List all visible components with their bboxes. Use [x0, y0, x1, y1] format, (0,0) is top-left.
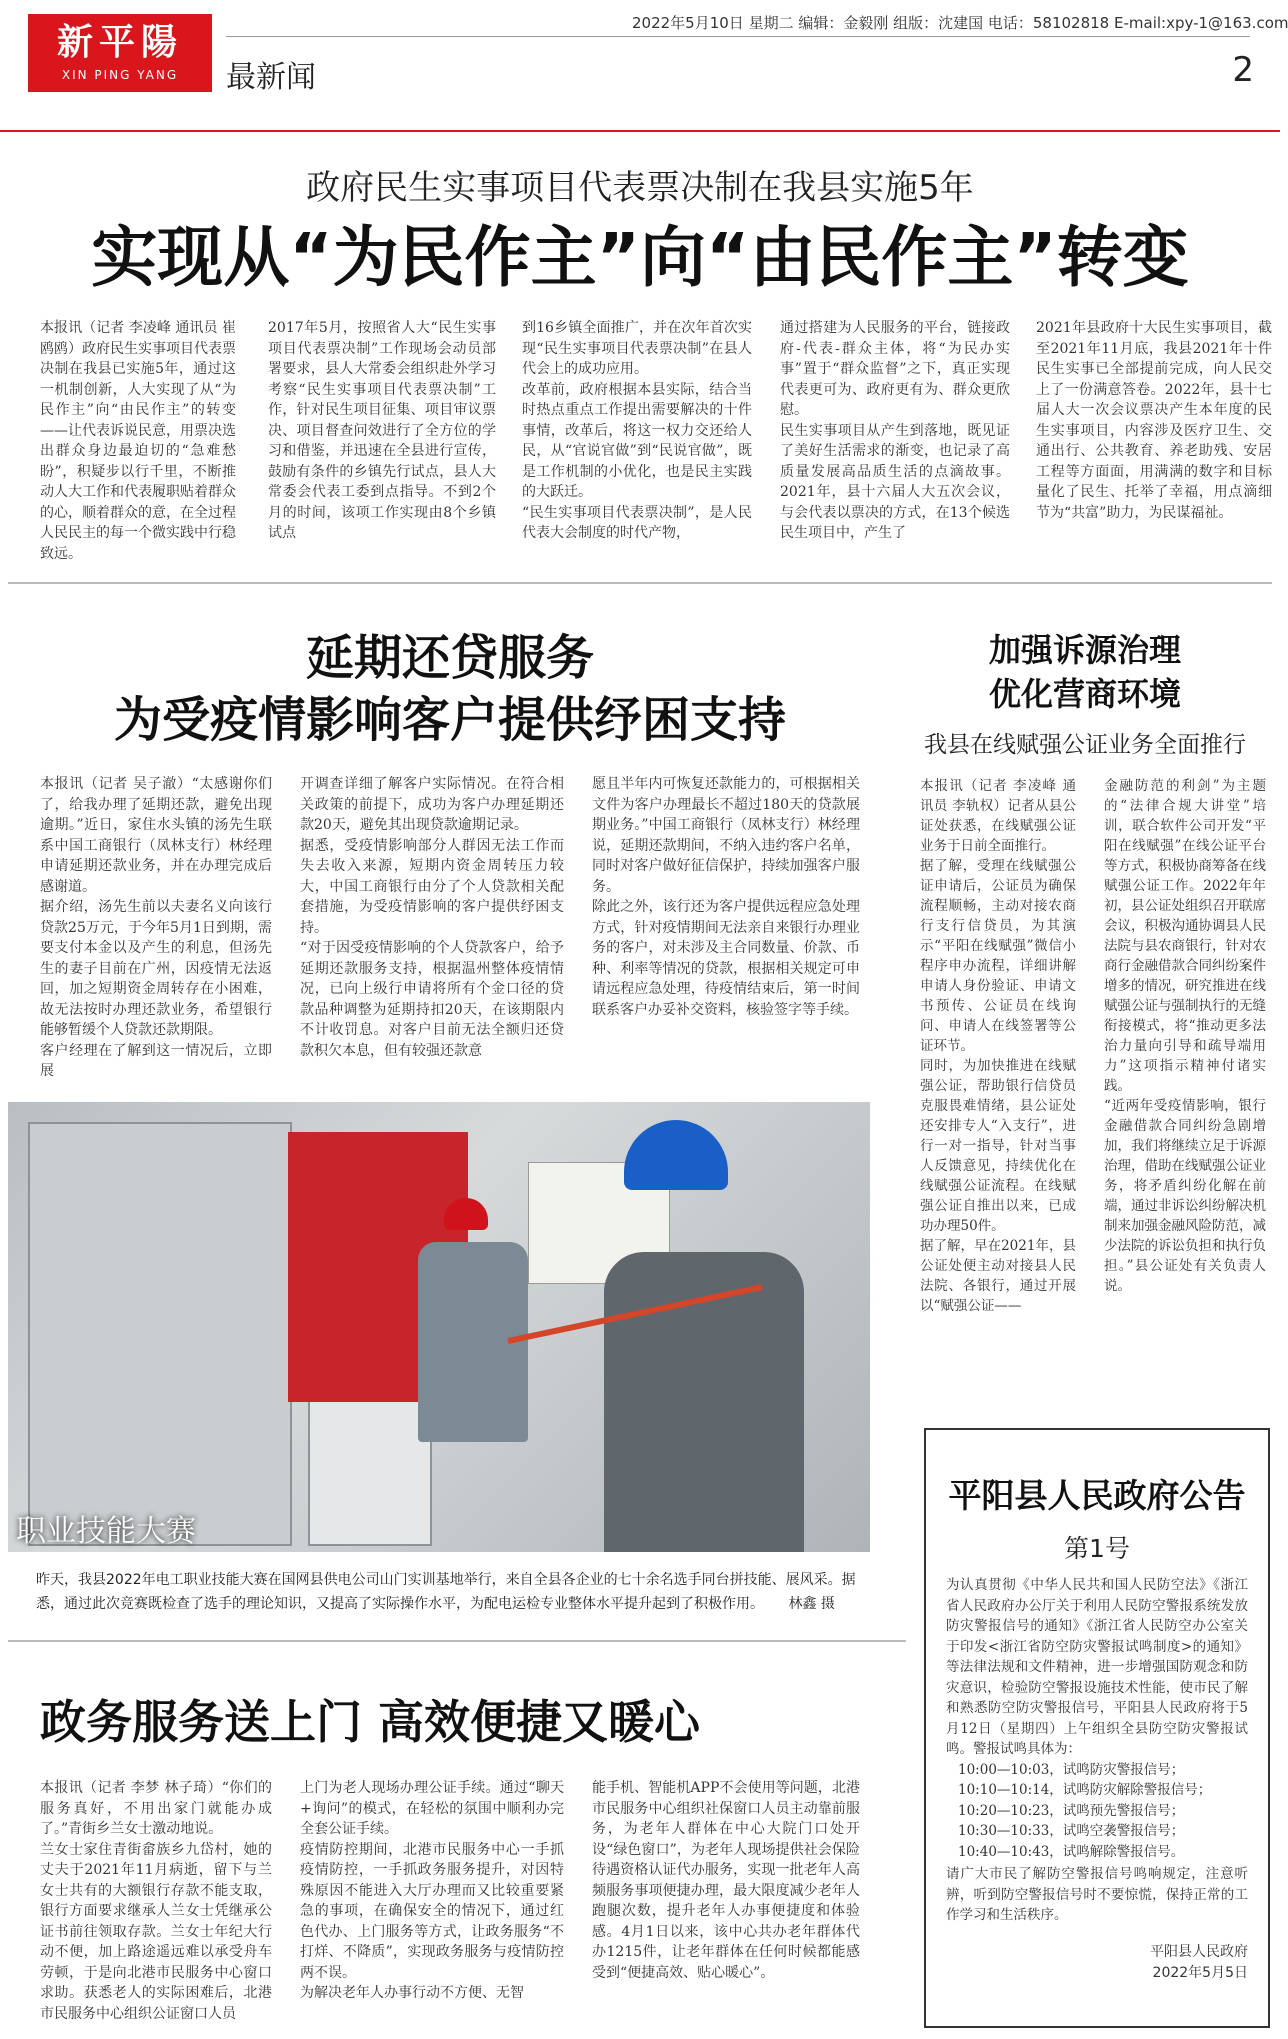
- switch-cabinet: [28, 1122, 292, 1546]
- notice-title: 平阳县人民政府公告: [948, 1476, 1246, 1515]
- page-number: 2: [1232, 50, 1254, 90]
- court-subtitle: 我县在线赋强公证业务全面推行: [924, 732, 1246, 758]
- notice-signature: [926, 1942, 1268, 1984]
- photo-overlay-title: 职业技能大赛: [16, 1514, 196, 1549]
- government-notice-box: [924, 1428, 1270, 2028]
- loan-col-1: 本报讯（记者 吴子澈）“太感谢你们了，给我办理了延期还款，避免出现逾期。”近日，家住水头镇的汤先生联系中国工商银行（凤林支行）林经理申请延期还款业务，并在办理完成后感谢道。 据介绍，汤先生前以夫妻名义向该行贷款25万元，于今年5月1日到期，需要支付本金以及产生的利息，但汤先生的妻子目前在广州，因疫情无法返回，加之短期资金周转存在小困难，故无法按时办理还款业务，希望银行能够暂缓个人贷款还款期限。 客户经理在了解到这一情况后，立即展: [40, 776, 272, 1079]
- photo-credit: 林鑫 摄: [788, 1596, 835, 1612]
- lead-col-4: 通过搭建为人民服务的平台，链接政府-代表-群众主体，将“为民办实事”置于“群众监督”之下，真正实现代表更可为、政府更有为、群众更欣慰。 民生实事项目从产生到落地，既见证了美好生活需求的渐变，也记录了高质量发展高品质生活的点滴故事。2021年，县十六届人大五次会议，与会代表以票决的方式，在13个候选民生项目中，产生了: [780, 320, 1010, 541]
- header-red-rule: [0, 130, 1280, 132]
- notice-date: 2022年5月5日: [1152, 1964, 1248, 1981]
- notice-footer: 请广大市民了解防空警报信号鸣响规定，注意听辨，听到防空警报信号时不要惊慌，保持正常的工作学习和生活秩序。: [946, 1866, 1248, 1923]
- gov-col-1: 本报讯（记者 李梦 林子琦）“你们的服务真好，不用出家门就能办成了。”青街乡兰女士激动地说。 兰女士家住青街畲族乡九岱村，她的丈夫于2021年11月病逝，留下与兰女士共有的大额银行存款不能支取，银行方面要求继承人兰女士凭继承公证书前往领取存款。兰女士年纪大行动不便，加上路途遥远难以承受舟车劳顿，于是向北港市民服务中心窗口求助。获悉老人的实际困难后，北港市民服务中心组织公证窗口人员: [40, 1780, 272, 2022]
- court-headline-line1: 加强诉源治理: [988, 631, 1181, 669]
- lead-col-5: 2021年县政府十大民生实事项目，截至2021年11月底，我县2021年十件民生实事已全部提前完成，向人民交上了一份满意答卷。2022年，县十七届人大一次会议票决产生本年度的民生实事项目，内容涉及医疗卫生、交通出行、公共教育、养老助残、安居工程等方面面，用满满的数字和目标量化了民生、托举了幸福，用点滴细节为“共富”助力，为民谋福祉。: [1036, 320, 1272, 521]
- lead-col-1: 本报讯（记者 李凌峰 通讯员 崔鸥鸥）政府民生实事项目代表票决制在我县已实施5年，通过这一机制创新，人大实现了从“为民作主”向“由民作主”的转变——让代表诉说民意，用票决选出群众身边最迫切的“急难愁盼”，积疑步以行千里，不断推动人大工作和代表履职贴着群众的心，顺着群众的意，在全过程人民民主的每一个微实践中行稳致远。: [40, 320, 236, 562]
- loan-col-2: 开调查详细了解客户实际情况。在符合相关政策的前提下，成功为客户办理延期还款20天，避免其出现贷款逾期记录。 据悉，受疫情影响部分人群因无法工作而失去收入来源，短期内资金周转压力较大，中国工商银行由分了个人贷款相关配套措施，为受疫情影响的客户提供纾困支持。 “对于因受疫情影响的个人贷款客户，给予延期还款服务支持，根据温州整体疫情情况，已向上级行申请将所有个金口径的贷款品种调整为延期持扣20天，在该期限内不计收罚息。对客户目前无法全额归还贷款积欠本息，但有较强还款意: [300, 776, 564, 1059]
- schedule-item: 10:10—10:14，试鸣防灾解除警报信号；: [958, 1782, 1212, 1798]
- newspaper-logo: [28, 14, 212, 92]
- schedule-item: 10:40—10:43，试鸣解除警报信号。: [958, 1843, 1185, 1860]
- gov-headline: 政务服务送上门 高效便捷又暖心: [40, 1695, 701, 1749]
- court-headline-line2: 优化营商环境: [988, 675, 1181, 713]
- blue-helmet: [624, 1120, 728, 1190]
- lead-col-2: 2017年5月，按照省人大“民生实事项目代表票决制”工作现场会动员部署要求，县人大常委会组织赴外学习考察“民生实事项目代表票决制”工作，针对民生项目征集、项目审议票决、项目督查问效进行了全方位的学习和借鉴，并迅速在全县进行宣传，鼓励有条件的乡镇先行试点，县人大常委会代表工委到点指导。不到2个月的时间，该项工作实现由8个乡镇试点: [268, 320, 496, 541]
- schedule-item: 10:20—10:23，试鸣预先警报信号；: [958, 1802, 1185, 1819]
- photo-caption-text: 昨天，我县2022年电工职业技能大赛在国网县供电公司山门实训基地举行，来自全县各企业的七十余名选手同台拼技能、展风采。据悉，通过此次竞赛既检查了选手的理论知识，又提高了实际操作水平，为配电运检专业整体水平提升起到了积极作用。: [36, 1572, 856, 1612]
- lead-col-3: 到16乡镇全面推广，并在次年首次实现“民生实事项目代表票决制”在县人代会上的成功应用。 改革前，政府根据本县实际，结合当时热点重点工作提出需要解决的十件事情，改革后，将这一权力交还给人民，从“官说官做”到“民说官做”，既是工作机制的小优化，也是民主实践的大跃迁。 “民生实事项目代表票决制”，是人民代表大会制度的时代产物，: [522, 320, 752, 541]
- loan-headline-line1: 延期还贷服务: [305, 630, 594, 686]
- section-title: 最新闻: [226, 60, 316, 95]
- logo-chinese: 新平陽: [56, 21, 183, 63]
- loan-col-3: 愿且半年内可恢复还款能力的，可根据相关文件为客户办理最长不超过180天的贷款展期业务。”中国工商银行（凤林支行）林经理说，延期还款期间，不纳入违约客户名单，同时对客户做好征信保护，持续加强客户服务。 除此之外，该行还为客户提供远程应急处理方式，针对疫情期间无法亲自来银行办理业务的客户，对未涉及主合同数量、价款、币种、利率等情况的贷款，根据相关规定可申请远程应急处理，待疫情结束后，第一时间联系客户办妥补交资料，核验签字等手续。: [592, 776, 860, 1018]
- schedule-item: 10:30—10:33，试鸣空袭警报信号；: [958, 1823, 1185, 1839]
- notice-schedule: [926, 1760, 1268, 1863]
- issue-meta: 2022年5月10日 星期二 编辑：金毅刚 组版：沈建国 电话：58102818 E-mail:xpy-1@163.com: [632, 14, 1288, 32]
- notice-issuer: 平阳县人民政府: [1150, 1943, 1248, 1960]
- gov-col-2: 上门为老人现场办理公证手续。通过“聊天+询问”的模式，在轻松的氛围中顺利办完全套公证手续。 疫情防控期间，北港市民服务中心一手抓疫情防控，一手抓政务服务提升，对因特殊原因不能进入大厅办理而又比较重要紧急的事项，在确保安全的情况下，通过红色代办、上门服务等方式，让政务服务“不打烊、不降质”，实现政务服务与疫情防控两不误。 为解决老年人办事行动不方便、无智: [300, 1780, 564, 2001]
- photo-caption: [36, 1568, 866, 1616]
- header-rule: [226, 36, 1250, 37]
- news-photo: [8, 1102, 870, 1552]
- court-col-1: 本报讯（记者 李凌峰 通讯员 李轨权）记者从县公证处获悉，在线赋强公证业务于日前全面推行。 据了解，受理在线赋强公证申请后，公证员为确保流程顺畅，主动对接农商行支行信贷员，为其演示“平阳在线赋强”微信小程序申办流程，详细讲解申请人身份验证、申请文书预传、公证员在线询问、申请人在线签署等公证环节。 同时，为加快推进在线赋强公证，帮助银行信贷员克服畏难情绪，县公证处还安排专人“入支行”，进行一对一指导，针对当事人反馈意见，持续优化在线赋强公证流程。在线赋强公证自推出以来，已成功办理50件。 据了解，早在2021年，县公证处便主动对接县人民法院、各银行，通过开展以“赋强公证——: [920, 778, 1076, 1314]
- notice-body: 为认真贯彻《中华人民共和国人民防空法》《浙江省人民政府办公厅关于利用人民防空警报系统发放防灾警报信号的通知》《浙江省人民防空办公室关于印发<浙江省防空防灾警报试鸣制度>的通知》等法律法规和文件精神，进一步增强国防观念和防灾意识，检验防空警报设施技术性能，使市民了解和熟悉防空防灾警报信号，平阳县人民政府将于5月12日（星期四）上午组织全县防空防灾警报试鸣。警报试鸣具体为：: [946, 1577, 1248, 1757]
- gov-col-3: 能手机、智能机APP不会使用等问题，北港市民服务中心组织社保窗口人员主动靠前服务，为老年人群体在中心大院门口处开设“绿色窗口”，为老年人现场提供社会保险待遇资格认证代办服务，实现一批老年人高频服务事项便捷办理，最大限度减少老年人跑腿次数，提升老年人办事便捷度和体验感。4月1日以来，该中心共办老年群体代办1215件，让老年群体在任何时候都能感受到“便捷高效、贴心暖心”。: [592, 1780, 860, 1981]
- divider-lead: [8, 582, 1272, 584]
- divider-photo: [8, 1640, 906, 1642]
- lead-subtitle: 政府民生实事项目代表票决制在我县实施5年: [306, 168, 974, 208]
- lead-headline: 实现从“为民作主”向“由民作主”转变: [91, 219, 1189, 296]
- red-helmet: [444, 1198, 488, 1230]
- loan-headline-line2: 为受疫情影响客户提供纾困支持: [113, 692, 786, 748]
- court-col-2: 金融防范的利剑”为主题的“法律合规大讲堂”培训，联合软件公司开发“平阳在线赋强”在线公证平台等方式，积极协商筹备在线赋强公证工作。2022年年初，县公证处组织召开联席会议，积极沟通协调县人民法院与县农商银行，针对农商行金融借款合同纠纷案件增多的情况，研究推进在线赋强公证与强制执行的无缝衔接模式，将“推动更多法治力量向引导和疏导端用力”这项指示精神付诸实践。 “近两年受疫情影响，银行金融借款合同纠纷急剧增加，我们将继续立足于诉源治理，借助在线赋强公证业务，将矛盾纠纷化解在前端，通过非诉讼纠纷解决机制来加强金融风险防范，减少法院的诉讼负担和执行负担。”县公证处有关负责人说。: [1104, 778, 1266, 1294]
- notice-number: 第1号: [1064, 1534, 1130, 1563]
- schedule-item: 10:00—10:03，试鸣防灾警报信号；: [958, 1761, 1185, 1778]
- logo-english: XIN PING YANG: [61, 68, 179, 82]
